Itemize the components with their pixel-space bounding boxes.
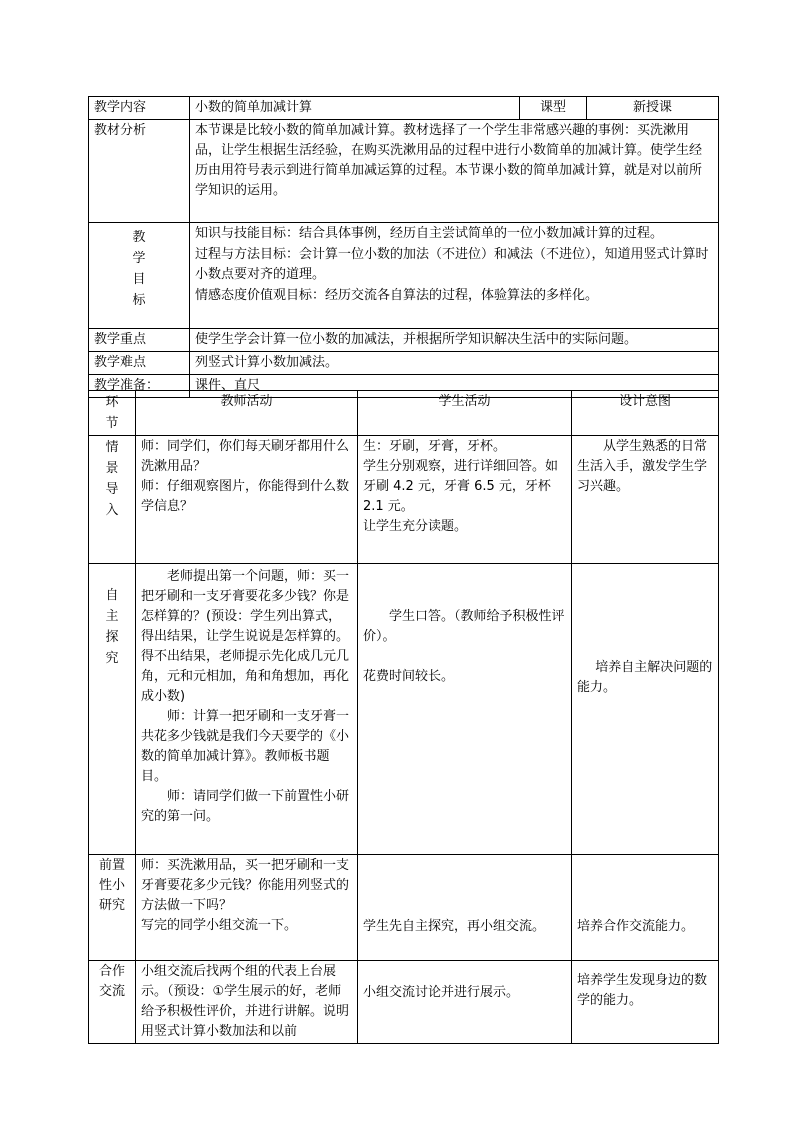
student-line: 学生分别观察，进行详细回答。如牙刷 4.2 元，牙膏 6.5 元，牙杯 2.1 元。 [363,459,559,514]
student-line: 学生先自主探究，再小组交流。 [363,919,546,934]
stage-char: 主 [105,609,119,624]
process-row-cooperate [89,961,719,1044]
header-stage-char: 环 [105,395,119,410]
difficulty-value: 列竖式计算小数加减法。 [190,352,719,375]
process-row-intro [89,436,719,564]
type-value: 新授课 [587,97,719,120]
header-student: 学生活动 [358,391,572,436]
teaching-process-table [88,390,719,1044]
process-row-explore [89,564,719,855]
teacher-line: 师：买洗漱用品，买一把牙刷和一支牙膏要花多少元钱？你能用列竖式的方法做一下吗？ [141,858,350,913]
goal-knowledge: 知识与技能目标：结合具体事例，经历自主尝试简单的一位小数加减计算的过程。 [195,226,664,241]
stage-char: 究 [105,651,119,666]
stage-line: 研究 [98,898,125,913]
prep-label: 教学准备： [89,375,190,398]
teacher-line: 师：仔细观察图片，你能得到什么数学信息？ [141,479,350,514]
teacher-line: 师：计算一把牙刷和一支牙膏一共花多少钱就是我们今天要学的《小数的简单加减计算》。教师板书题目。 [141,709,350,784]
teacher-activity [136,961,358,1044]
student-activity [358,564,572,855]
student-line: 让学生充分读题。 [363,519,468,534]
teacher-line: 写完的同学小组交流一下。 [141,918,298,933]
goals-label-char: 教 [132,230,146,245]
teacher-line: 小组交流后找两个组的代表上台展示。（预设：①学生展示的好，老师给予积极性评价，并进行讲解。说明用竖式计算小数加法和以前 [141,964,350,1039]
key-row [89,329,719,352]
design-line: 培养学生发现身边的数学的能力。 [577,973,708,1008]
prep-value: 课件、直尺 [190,375,719,398]
goals-text [190,223,719,329]
design-line: 培养自主解决问题的能力。 [577,660,713,695]
teacher-line: 师：同学们，你们每天刷牙都用什么洗漱用品？ [141,439,350,474]
process-row-preview [89,855,719,961]
stage-label [89,961,136,1044]
design-intent [572,436,719,564]
student-line: 花费时间较长。 [363,669,455,684]
student-activity [358,961,572,1044]
student-activity [358,855,572,961]
header-design: 设计意图 [572,391,719,436]
stage-line: 交流 [98,984,125,999]
design-intent [572,855,719,961]
student-line: 小组交流讨论并进行展示。 [363,985,520,1000]
difficulty-row [89,352,719,375]
goals-label-char: 目 [132,272,146,287]
goals-label-char: 标 [132,293,146,308]
difficulty-label: 教学难点 [89,352,190,375]
stage-line: 性小 [98,878,125,893]
material-row [89,120,719,223]
design-intent [572,961,719,1044]
stage-line: 合作 [98,964,125,979]
stage-char: 情 [105,440,119,455]
key-label: 教学重点 [89,329,190,352]
teacher-activity [136,564,358,855]
design-line: 培养合作交流能力。 [577,919,695,934]
content-row [89,97,719,120]
goals-row [89,223,719,329]
stage-char: 探 [105,630,119,645]
goal-process: 过程与方法目标：会计算一位小数的加法（不进位）和减法（不进位），知道用竖式计算时小数点要对齐的道理。 [195,246,709,282]
stage-line: 前置 [98,858,125,873]
header-stage-char: 节 [105,416,119,431]
header-stage [89,391,136,436]
content-value: 小数的简单加减计算 [190,97,520,120]
type-label: 课型 [520,97,587,120]
stage-char: 景 [105,461,119,476]
goals-label-char: 学 [132,251,146,266]
goals-label [89,223,190,329]
teacher-line: 老师提出第一个问题，师：买一把牙刷和一支牙膏要花多少钱？你是怎样算的？(预设：学生列出算式，得出结果，让学生说说是怎样算的。得不出结果，老师提示先化成几元几角，元和元相加，角和角想加，再化成小数) [141,569,350,704]
stage-label [89,855,136,961]
design-line: 从学生熟悉的日常生活入手，激发学生学习兴趣。 [577,439,708,494]
student-line: 学生口答。（教师给予积极性评价）。 [363,609,565,644]
teacher-line: 师：请同学们做一下前置性小研究的第一问。 [141,789,350,824]
material-label: 教材分析 [89,120,190,223]
process-header-row [89,391,719,436]
student-line: 生：牙刷，牙膏，牙杯。 [363,439,507,454]
content-label: 教学内容 [89,97,190,120]
design-intent [572,564,719,855]
stage-label [89,436,136,564]
stage-char: 自 [105,588,119,603]
header-teacher: 教师活动 [136,391,358,436]
stage-label [89,564,136,855]
goal-emotion: 情感态度价值观目标：经历交流各自算法的过程，体验算法的多样化。 [195,287,599,303]
lesson-info-table [88,96,719,398]
teacher-activity [136,855,358,961]
teacher-activity [136,436,358,564]
student-activity [358,436,572,564]
key-value: 使学生学会计算一位小数的加减法，并根据所学知识解决生活中的实际问题。 [190,329,719,352]
stage-char: 导 [105,482,119,497]
stage-char: 入 [105,503,119,518]
material-text: 本节课是比较小数的简单加减计算。教材选择了一个学生非常感兴趣的事例：买洗漱用品，让学生根据生活经验，在购买洗漱用品的过程中进行小数简单的加减计算。使学生经历由用符号表示到进行简单加减运算的过程。本节课小数的简单加减计算，就是对以前所学知识的运用。 [190,120,719,223]
